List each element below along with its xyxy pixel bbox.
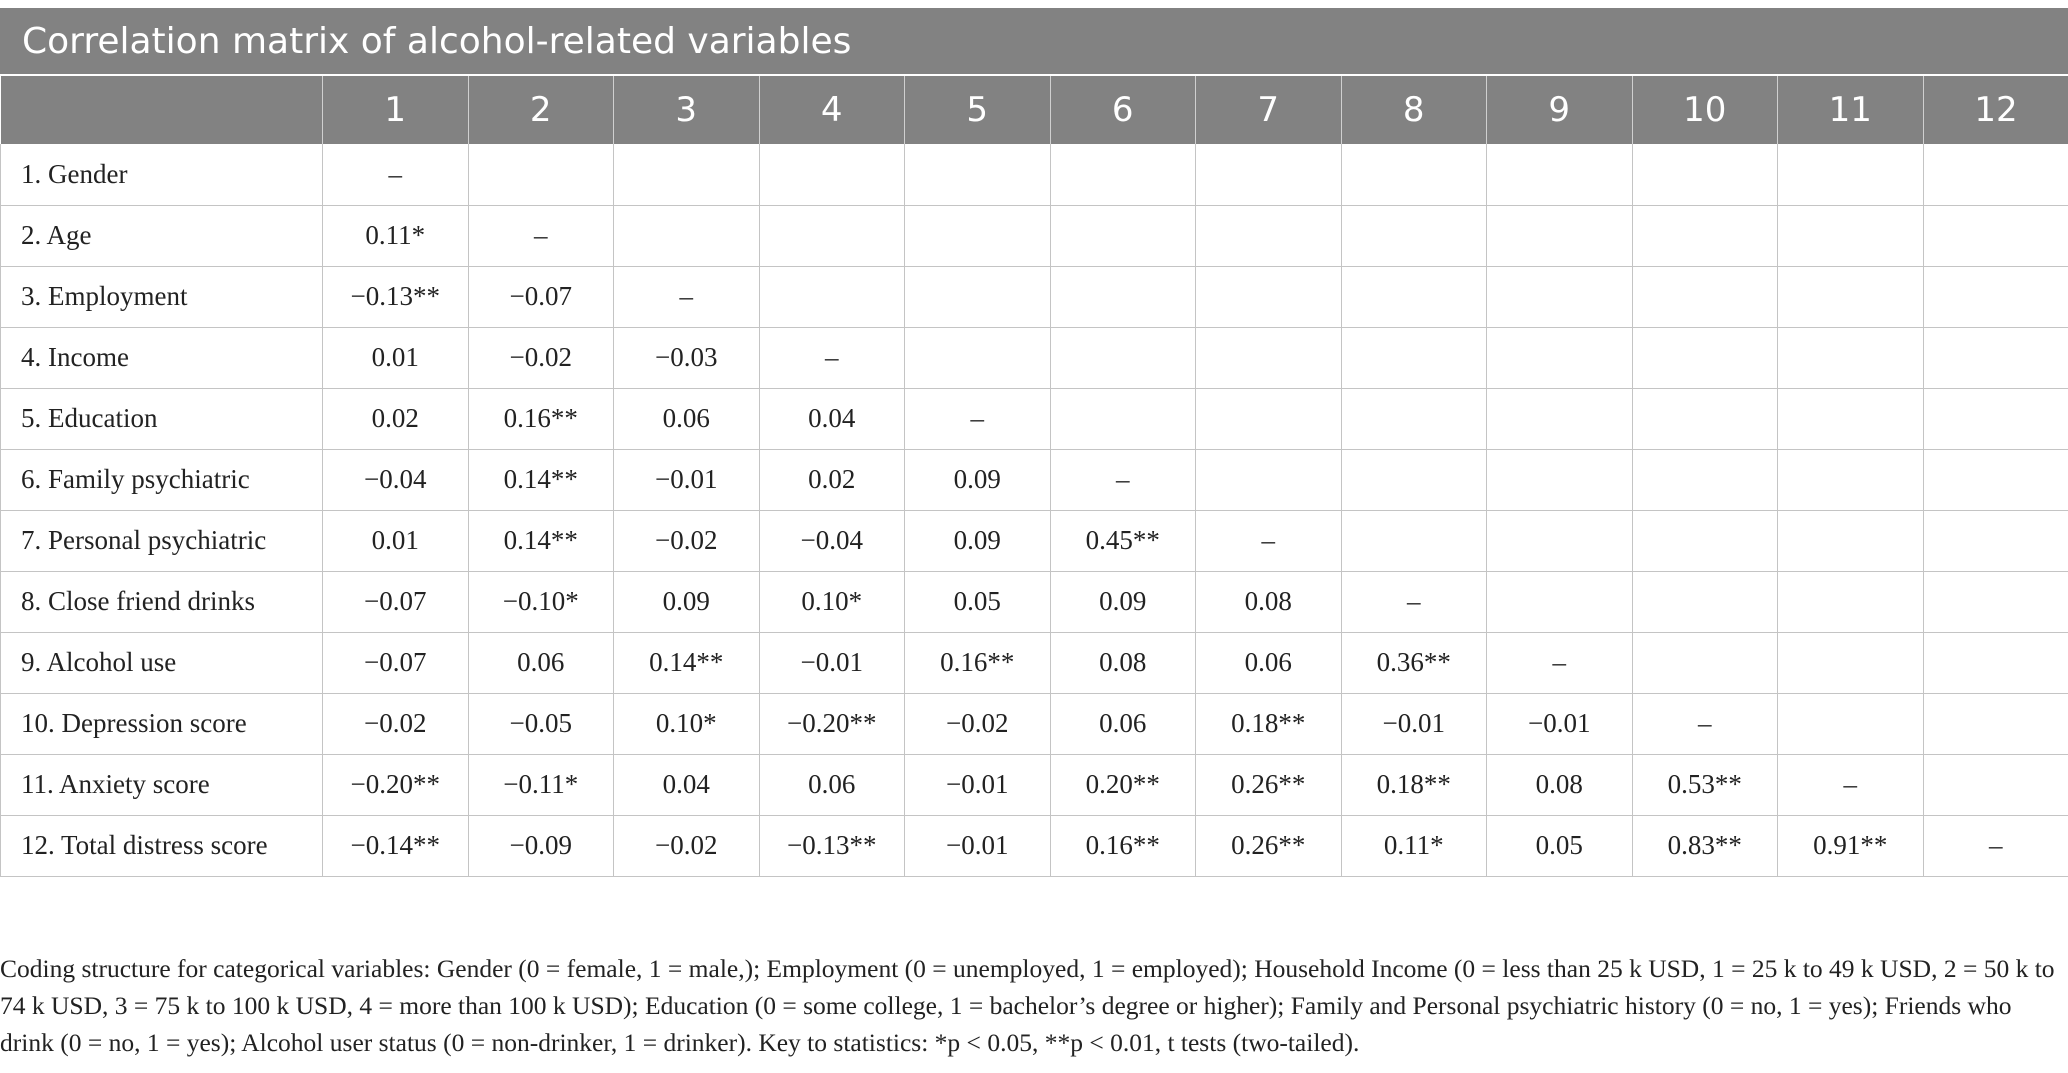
correlation-cell [1632, 449, 1778, 510]
row-label: 5. Education [1, 388, 323, 449]
correlation-cell [614, 144, 760, 205]
column-header: 11 [1778, 76, 1924, 144]
correlation-cell: – [759, 327, 905, 388]
correlation-cell [1196, 144, 1342, 205]
table-row [1, 266, 2068, 327]
correlation-cell: 0.06 [468, 632, 614, 693]
correlation-cell [1632, 266, 1778, 327]
correlation-cell [1923, 205, 2068, 266]
table-row [1, 815, 2068, 876]
correlation-cell: 0.09 [614, 571, 760, 632]
correlation-cell [1196, 449, 1342, 510]
correlation-cell [1487, 571, 1633, 632]
correlation-cell: 0.36** [1341, 632, 1487, 693]
correlation-cell: – [468, 205, 614, 266]
correlation-cell [759, 266, 905, 327]
correlation-cell: 0.91** [1778, 815, 1924, 876]
correlation-cell [1341, 510, 1487, 571]
row-label: 2. Age [1, 205, 323, 266]
correlation-cell [759, 144, 905, 205]
correlation-cell [1050, 388, 1196, 449]
correlation-cell [905, 266, 1051, 327]
table-row [1, 327, 2068, 388]
correlation-cell: −0.02 [614, 815, 760, 876]
correlation-cell [905, 327, 1051, 388]
correlation-cell: 0.10* [614, 693, 760, 754]
column-header: 6 [1050, 76, 1196, 144]
correlation-cell: 0.16** [905, 632, 1051, 693]
column-header: 10 [1632, 76, 1778, 144]
correlation-cell: 0.14** [468, 449, 614, 510]
correlation-cell: – [614, 266, 760, 327]
correlation-cell: 0.02 [323, 388, 469, 449]
table-row [1, 510, 2068, 571]
correlation-cell [1923, 510, 2068, 571]
correlation-cell [1923, 266, 2068, 327]
correlation-cell: 0.01 [323, 327, 469, 388]
correlation-cell [468, 144, 614, 205]
correlation-cell [1341, 449, 1487, 510]
correlation-cell [1196, 266, 1342, 327]
correlation-cell [1487, 266, 1633, 327]
correlation-cell [1050, 327, 1196, 388]
correlation-cell: −0.20** [759, 693, 905, 754]
correlation-cell: 0.04 [614, 754, 760, 815]
correlation-cell [1778, 571, 1924, 632]
correlation-cell: 0.08 [1050, 632, 1196, 693]
row-label: 12. Total distress score [1, 815, 323, 876]
correlation-cell: −0.01 [905, 815, 1051, 876]
table-row [1, 754, 2068, 815]
correlation-cell [1778, 327, 1924, 388]
correlation-cell: −0.09 [468, 815, 614, 876]
column-header: 9 [1487, 76, 1633, 144]
row-label: 1. Gender [1, 144, 323, 205]
correlation-cell: 0.04 [759, 388, 905, 449]
correlation-cell: 0.53** [1632, 754, 1778, 815]
correlation-cell: −0.04 [759, 510, 905, 571]
table-row [1, 388, 2068, 449]
table-row [1, 449, 2068, 510]
correlation-cell: 0.18** [1341, 754, 1487, 815]
correlation-cell: −0.10* [468, 571, 614, 632]
correlation-cell [1778, 205, 1924, 266]
correlation-cell: – [1341, 571, 1487, 632]
correlation-cell [1341, 266, 1487, 327]
correlation-cell [1632, 327, 1778, 388]
correlation-cell: 0.18** [1196, 693, 1342, 754]
column-header: 8 [1341, 76, 1487, 144]
correlation-cell [1341, 327, 1487, 388]
correlation-cell: 0.10* [759, 571, 905, 632]
table-row [1, 693, 2068, 754]
correlation-cell: 0.11* [1341, 815, 1487, 876]
correlation-cell [1778, 693, 1924, 754]
correlation-cell: 0.11* [323, 205, 469, 266]
correlation-cell: −0.13** [323, 266, 469, 327]
correlation-cell: – [905, 388, 1051, 449]
correlation-cell: −0.01 [614, 449, 760, 510]
correlation-cell: 0.14** [614, 632, 760, 693]
correlation-cell [1632, 510, 1778, 571]
column-header: 4 [759, 76, 905, 144]
correlation-cell: −0.02 [468, 327, 614, 388]
correlation-cell: −0.07 [323, 571, 469, 632]
table-row [1, 144, 2068, 205]
correlation-cell [1923, 388, 2068, 449]
correlation-cell [614, 205, 760, 266]
correlation-cell [759, 205, 905, 266]
correlation-cell [1632, 571, 1778, 632]
column-header: 7 [1196, 76, 1342, 144]
correlation-cell: −0.05 [468, 693, 614, 754]
correlation-cell [1487, 205, 1633, 266]
correlation-cell: 0.45** [1050, 510, 1196, 571]
row-label: 4. Income [1, 327, 323, 388]
correlation-cell: −0.01 [1487, 693, 1633, 754]
correlation-cell [1632, 632, 1778, 693]
correlation-cell: −0.02 [905, 693, 1051, 754]
correlation-cell: 0.06 [614, 388, 760, 449]
correlation-cell [1487, 510, 1633, 571]
correlation-cell [1050, 205, 1196, 266]
correlation-cell [905, 205, 1051, 266]
row-label: 6. Family psychiatric [1, 449, 323, 510]
correlation-cell: −0.01 [759, 632, 905, 693]
correlation-cell: – [1778, 754, 1924, 815]
correlation-cell [1632, 388, 1778, 449]
row-label: 9. Alcohol use [1, 632, 323, 693]
row-label: 7. Personal psychiatric [1, 510, 323, 571]
correlation-cell: 0.05 [1487, 815, 1633, 876]
correlation-cell: −0.03 [614, 327, 760, 388]
correlation-cell: −0.13** [759, 815, 905, 876]
correlation-cell [1487, 388, 1633, 449]
correlation-cell [1341, 388, 1487, 449]
table-container [0, 8, 2068, 877]
correlation-cell: 0.26** [1196, 754, 1342, 815]
row-label: 11. Anxiety score [1, 754, 323, 815]
row-label: 8. Close friend drinks [1, 571, 323, 632]
correlation-cell [1050, 266, 1196, 327]
table-row [1, 205, 2068, 266]
correlation-cell [1196, 205, 1342, 266]
correlation-cell [1341, 205, 1487, 266]
correlation-cell: 0.08 [1196, 571, 1342, 632]
correlation-cell: 0.20** [1050, 754, 1196, 815]
table-row [1, 571, 2068, 632]
correlation-cell: 0.14** [468, 510, 614, 571]
correlation-cell: 0.83** [1632, 815, 1778, 876]
correlation-cell [1923, 571, 2068, 632]
correlation-cell: 0.02 [759, 449, 905, 510]
correlation-cell [905, 144, 1051, 205]
correlation-cell: 0.01 [323, 510, 469, 571]
header-corner [1, 76, 323, 144]
correlation-cell: 0.05 [905, 571, 1051, 632]
correlation-cell: 0.26** [1196, 815, 1342, 876]
correlation-cell: −0.11* [468, 754, 614, 815]
correlation-cell [1050, 144, 1196, 205]
correlation-cell [1923, 449, 2068, 510]
correlation-cell: 0.08 [1487, 754, 1633, 815]
correlation-cell: – [1050, 449, 1196, 510]
correlation-cell: −0.01 [905, 754, 1051, 815]
correlation-cell [1923, 693, 2068, 754]
correlation-cell: 0.09 [1050, 571, 1196, 632]
header-row [1, 76, 2068, 144]
correlation-cell: 0.06 [759, 754, 905, 815]
correlation-cell [1487, 144, 1633, 205]
correlation-cell: – [323, 144, 469, 205]
table-footnote: Coding structure for categorical variables: Gender (0 = female, 1 = male,); Employment (0 = unemployed, 1 = employed); Household Income (0 = less than 25 k USD, 1 = 25 k to 49 k USD, 2 = 50 k to 74 k USD, 3 = 75 k to 100 k USD, 4 = more than 100 k USD); Education (0 = some college, 1 = bachelor’s degree or higher); Family and Personal psychiatric history (0 = no, 1 = yes); Friends who drink (0 = no, 1 = yes); Alcohol user status (0 = non-drinker, 1 = drinker). Key to statistics: *p < 0.05, **p < 0.01, t tests (two-tailed). [0, 954, 2055, 1057]
correlation-cell: −0.07 [323, 632, 469, 693]
correlation-cell: – [1923, 815, 2068, 876]
correlation-cell [1778, 632, 1924, 693]
correlation-cell: 0.06 [1050, 693, 1196, 754]
correlation-cell [1923, 632, 2068, 693]
correlation-cell: 0.16** [1050, 815, 1196, 876]
correlation-cell: – [1196, 510, 1342, 571]
correlation-cell [1923, 327, 2068, 388]
column-header: 2 [468, 76, 614, 144]
correlation-cell [1923, 144, 2068, 205]
correlation-cell [1778, 388, 1924, 449]
correlation-cell: −0.02 [323, 693, 469, 754]
correlation-cell [1487, 327, 1633, 388]
table-row [1, 632, 2068, 693]
table-body [1, 144, 2068, 876]
column-header: 12 [1923, 76, 2068, 144]
correlation-table [0, 76, 2068, 877]
correlation-cell: −0.01 [1341, 693, 1487, 754]
correlation-cell [1778, 510, 1924, 571]
correlation-cell: −0.14** [323, 815, 469, 876]
row-label: 3. Employment [1, 266, 323, 327]
correlation-cell: −0.04 [323, 449, 469, 510]
correlation-cell [1196, 327, 1342, 388]
column-header: 1 [323, 76, 469, 144]
correlation-cell [1196, 388, 1342, 449]
correlation-cell: 0.06 [1196, 632, 1342, 693]
correlation-cell: 0.16** [468, 388, 614, 449]
row-label: 10. Depression score [1, 693, 323, 754]
column-header: 3 [614, 76, 760, 144]
correlation-cell [1923, 754, 2068, 815]
correlation-cell: – [1487, 632, 1633, 693]
correlation-cell [1487, 449, 1633, 510]
correlation-cell [1632, 144, 1778, 205]
correlation-cell: −0.07 [468, 266, 614, 327]
correlation-cell [1341, 144, 1487, 205]
correlation-cell: – [1632, 693, 1778, 754]
column-header: 5 [905, 76, 1051, 144]
correlation-cell: −0.02 [614, 510, 760, 571]
correlation-cell: −0.20** [323, 754, 469, 815]
table-title: Correlation matrix of alcohol-related variables [0, 8, 2068, 76]
correlation-cell [1778, 266, 1924, 327]
correlation-cell: 0.09 [905, 449, 1051, 510]
correlation-cell: 0.09 [905, 510, 1051, 571]
correlation-cell [1632, 205, 1778, 266]
correlation-cell [1778, 144, 1924, 205]
correlation-cell [1778, 449, 1924, 510]
